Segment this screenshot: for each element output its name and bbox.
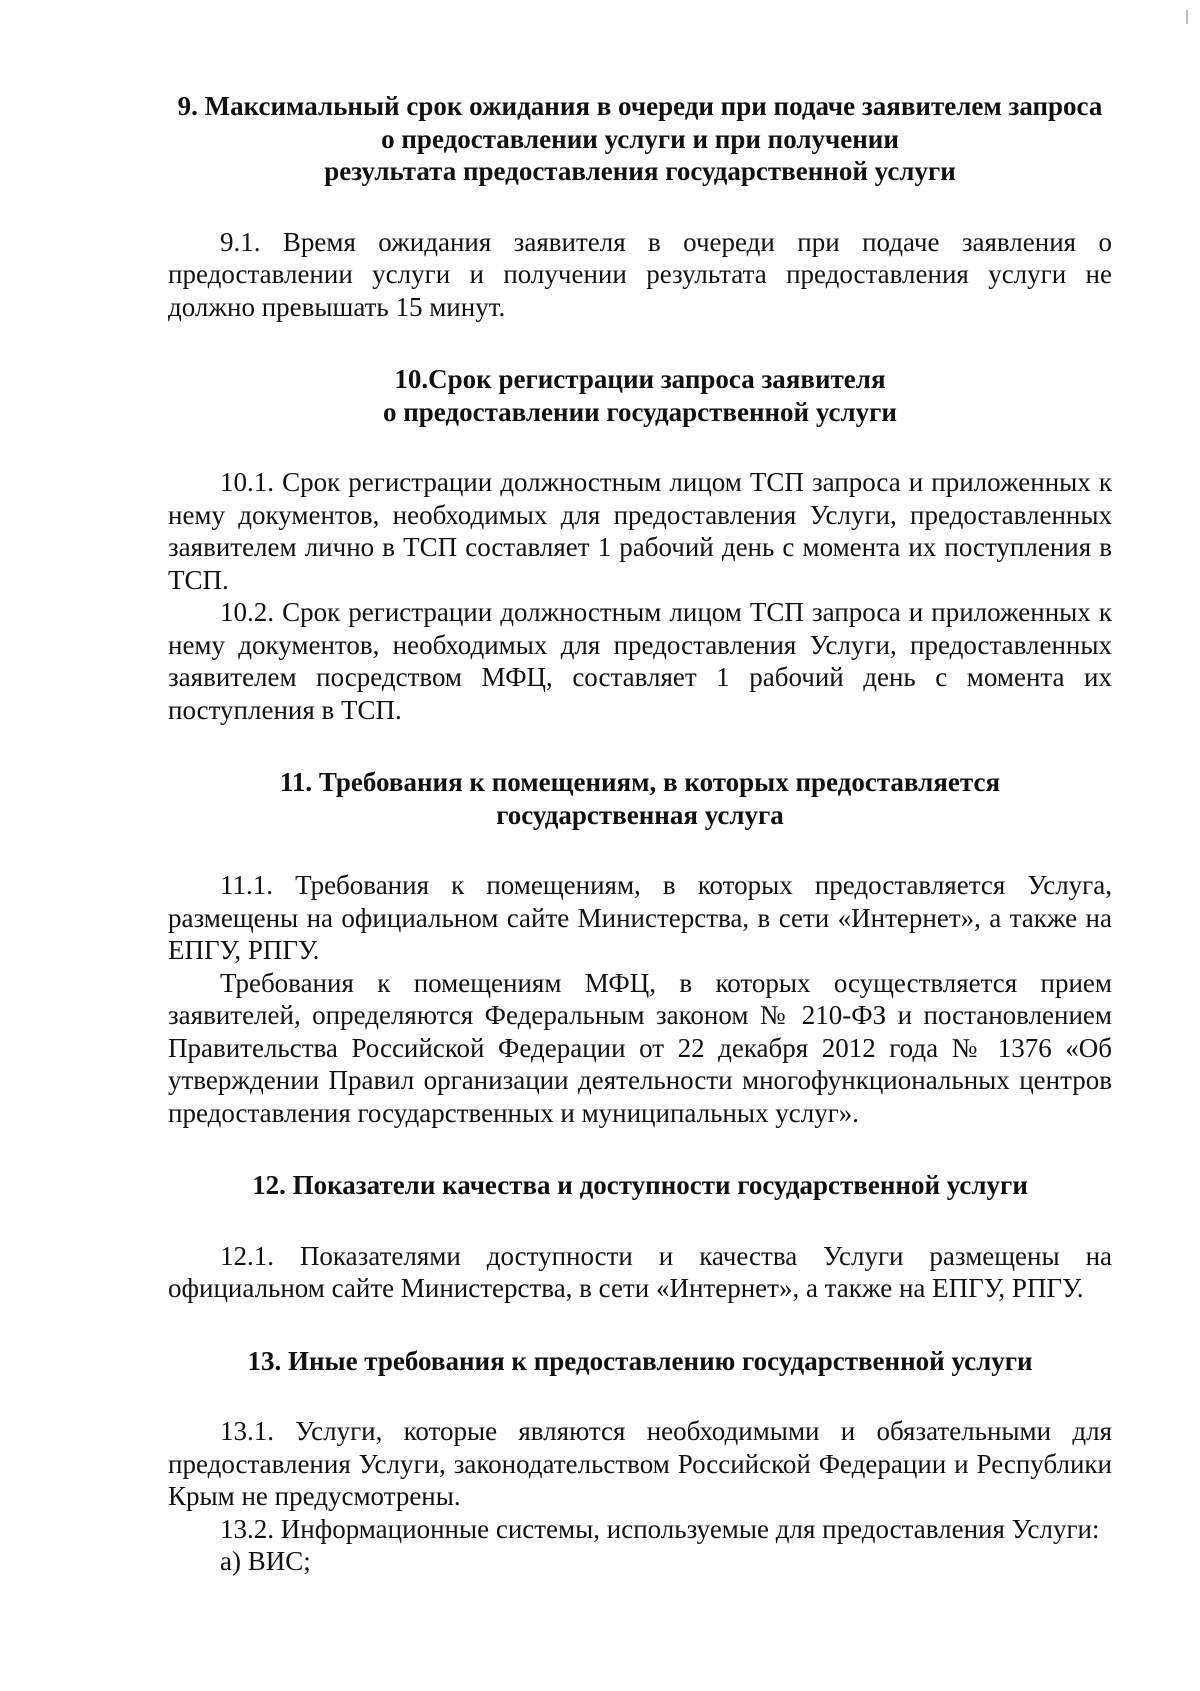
paragraph-11-mfc: Требования к помещениям МФЦ, в которых осуществляется прием заявителей, определяются Федеральным законом № 210-ФЗ и постановлением Правительства Российской Федерации от 22 декабря 2012 года № 1376 «Об утверждении Правил организации деятельности многофункциональных центров предоставления государственных и муниципальных услуг». [168, 967, 1112, 1128]
document-body [168, 90, 1112, 1578]
heading-line: 10.Срок регистрации запроса заявителя [394, 364, 886, 394]
heading-line: 11. Требования к помещениям, в которых предоставляется [279, 767, 1001, 797]
heading-line: о предоставлении услуги и при получении [381, 123, 899, 154]
heading-line: о предоставлении государственной услуги [382, 396, 897, 427]
list-item-a: а) ВИС; [220, 1546, 311, 1576]
heading-line: 9. Максимальный срок ожидания в очереди при подаче заявителем запроса [177, 91, 1103, 121]
paragraph-11-1: 11.1. Требования к помещениям, в которых предоставляется Услуга, размещены на официальном сайте Министерства, в сети «Интернет», а также на ЕПГУ, РПГУ. [168, 870, 1112, 965]
heading-line: 12. Показатели качества и доступности государственной услуги [252, 1170, 1028, 1200]
paragraph-10-2: 10.2. Срок регистрации должностным лицом ТСП запроса и приложенных к нему документов, необходимых для предоставления Услуги, предоставленных заявителем посредством МФЦ, составляет 1 рабочий день с момента их поступления в ТСП. [168, 597, 1112, 725]
paragraph-13-1: 13.1. Услуги, которые являются необходимыми и обязательными для предоставления Услуги, законодательством Российской Федерации и Республики Крым не предусмотрены. [168, 1416, 1112, 1511]
paragraph-10-1: 10.1. Срок регистрации должностным лицом ТСП запроса и приложенных к нему документов, необходимых для предоставления Услуги, предоставленных заявителем лично в ТСП составляет 1 рабочий день с момента их поступления в ТСП. [168, 467, 1112, 595]
heading-line: 13. Иные требования к предоставлению государственной услуги [247, 1345, 1033, 1376]
paragraph-12-1: 12.1. Показателями доступности и качества Услуги размещены на официальном сайте Министерства, в сети «Интернет», а также на ЕПГУ, РПГУ. [168, 1240, 1112, 1303]
paragraph-9-1: 9.1. Время ожидания заявителя в очереди при подаче заявления о предоставлении услуги и получении результата предоставления услуги не должно превышать 15 минут. [168, 226, 1112, 322]
section-12-heading [168, 1169, 1112, 1202]
scan-edge-mark [1186, 10, 1188, 24]
section-11-heading [168, 766, 1112, 831]
section-10-heading [168, 363, 1112, 428]
heading-line: государственная услуга [496, 799, 784, 830]
section-9-heading [168, 90, 1112, 188]
heading-line: результата предоставления государственной услуги [324, 156, 956, 186]
section-13-heading [168, 1345, 1112, 1378]
paragraph-13-2: 13.2. Информационные системы, используемые для предоставления Услуги: [220, 1513, 1100, 1544]
